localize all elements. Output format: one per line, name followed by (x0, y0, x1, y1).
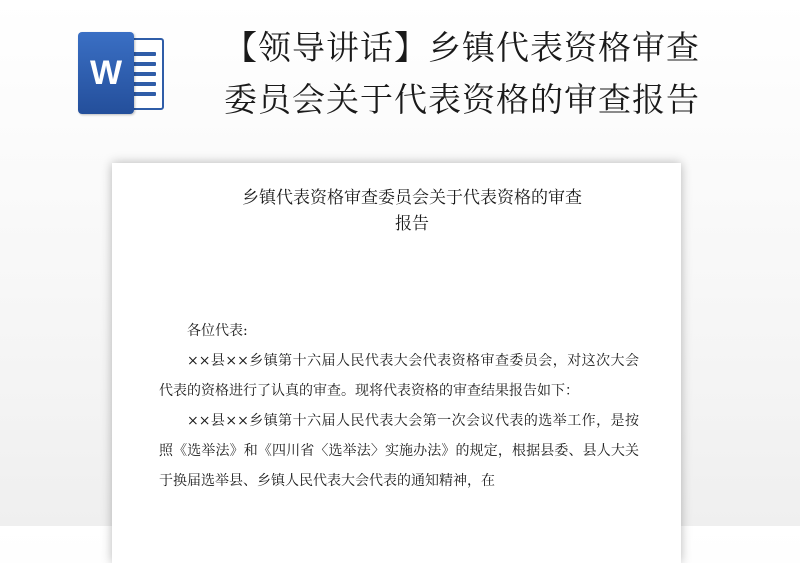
header (0, 0, 800, 150)
salutation: 各位代表: (187, 323, 248, 339)
body-paragraph: ××县××乡镇第十六届人民代表大会代表资格审查委员会，对这次大会代表的资格进行了认真的审查。现将代表资格的审查结果报告如下： (159, 353, 639, 399)
document-title (202, 185, 622, 237)
page-title-line1: 【领导讲话】乡镇代表资格审查 (224, 28, 700, 67)
body-paragraph: ××县××乡镇第十六届人民代表大会第一次会议代表的选举工作，是按照《选举法》和《四川省〈选举法〉实施办法》的规定，根据县委、县人大关于换届选举县、乡镇人民代表大会代表的通知精神，在 (159, 413, 639, 489)
document-title-line1: 乡镇代表资格审查委员会关于代表资格的审查 (242, 188, 582, 208)
document-page (112, 163, 681, 563)
document-title-line2: 报告 (395, 214, 429, 234)
page-title (182, 22, 742, 126)
word-badge: W (78, 32, 134, 114)
page-title-line2: 委员会关于代表资格的审查报告 (224, 80, 700, 119)
document-body (159, 316, 639, 496)
word-document-icon (78, 32, 168, 114)
